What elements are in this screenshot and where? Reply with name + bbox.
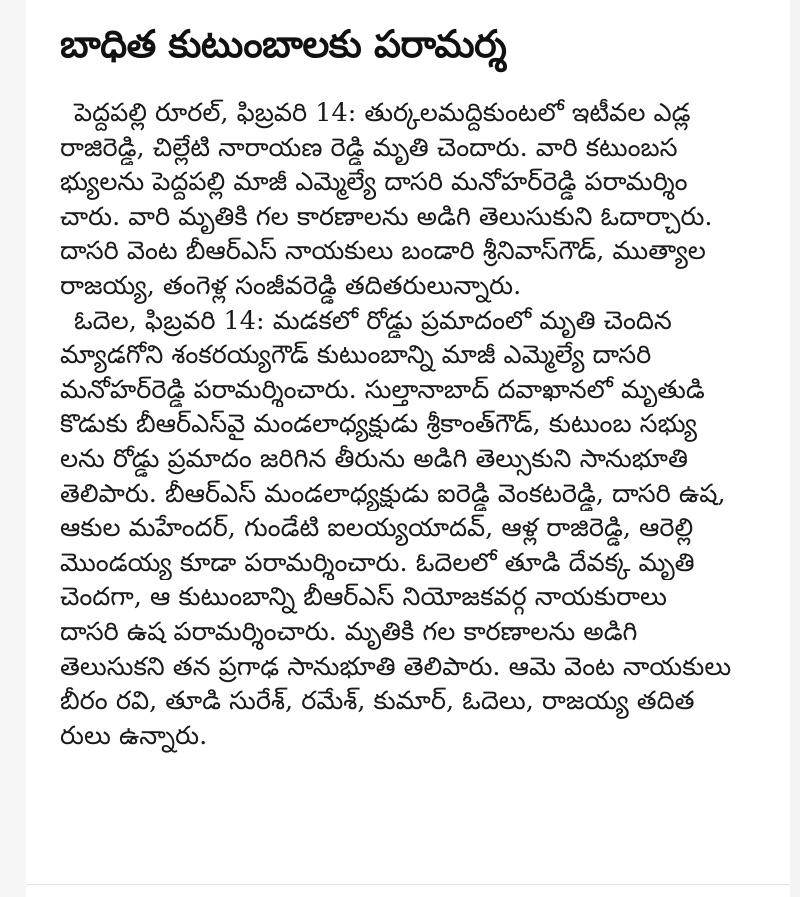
paragraph-1-line: రాజిరెడ్డి, చిల్లేటి నారాయణ రెడ్డి మృతి చెందారు. వారి కటుంబస [60,132,678,163]
article-body [30,96,788,753]
bottom-divider [26,884,790,885]
left-margin [0,0,26,897]
paragraph-1-line: దాసరి వెంట బీఆర్‌ఎస్‌ నాయకులు బండారి శ్రీనివాస్‌గౌడ్‌, ముత్యాల [60,236,706,267]
paragraph-2-line: దాసరి ఉష పరామర్శించారు. మృతికి గల కారణాలను అడిగి [60,616,638,647]
paragraph-2-line: రులు ఉన్నారు. [60,720,208,751]
article-headline: బాధిత కుటుంబాలకు పరామర్శ [60,22,507,66]
paragraph-2-line: కొడుకు బీఆర్‌ఎస్‌వై మండలాధ్యక్షుడు శ్రీకాంత్‌గౌడ్‌, కుటుంబ సభ్యు [60,409,697,440]
paragraph-1-line: భ్యులను పెద్దపల్లి మాజీ ఎమ్మెల్యే దాసరి మనోహర్‌రెడ్డి పరామర్శిం [60,167,688,198]
paragraph-1-line: రాజయ్య, తంగెళ్ల సంజీవరెడ్డి తదితరులున్నారు. [60,270,522,301]
paragraph-2-line: ఓదెల, ఫిబ్రవరి 14: మడకలో రోడ్డు ప్రమాదంలో మృతి చెందిన [74,305,672,336]
paragraph-2-line: బీరం రవి, తూడి సురేశ్‌, రమేశ్‌, కుమార్‌, ఓదెలు, రాజయ్య తదిత [60,686,695,717]
paragraph-2-line: లను రోడ్డు ప్రమాదం జరిగిన తీరును అడిగి తెల్సుకుని సానుభూతి [60,443,688,474]
paragraph-2-line: మ్యాడగోని శంకరయ్యగౌడ్‌ కుటుంబాన్ని మాజీ ఎమ్మెల్యే దాసరి [60,340,652,371]
paragraph-2-line: మొండయ్య కూడా పరామర్శించారు. ఓదెలలో తూడి దేవక్క మృతి [60,547,695,578]
paragraph-2-line: మనోహర్‌రెడ్డి పరామర్శించారు. సుల్తానాబాద్‌ దవాఖానలో మృతుడి [60,374,705,405]
paragraph-1-line: చారు. వారి మృతికి గల కారణాలను అడిగి తెలుసుకుని ఓదార్చారు. [60,201,713,232]
paragraph-2-line: చెందగా, ఆ కుటుంబాన్ని బీఆర్‌ఎస్‌ నియోజకవర్గ నాయకురాలు [60,582,667,613]
paragraph-2-line: ఆకుల మహేందర్‌, గుండేటి ఐలయ్యయాదవ్‌, ఆళ్ల రాజిరెడ్డి, ఆరెల్లి [60,513,694,544]
right-margin [790,0,800,897]
paragraph-2-line: తెలుసుకని తన ప్రగాఢ సానుభూతి తెలిపారు. ఆమె వెంట నాయకులు [60,651,732,682]
news-article [30,18,788,753]
paragraph-1-line: పెద్దపల్లి రూరల్‌, ఫిబ్రవరి 14: తుర్కలమద్దికుంటలో ఇటీవల ఎడ్ల [74,98,691,128]
paragraph-2-line: తెలిపారు. బీఆర్‌ఎస్‌ మండలాధ్యక్షుడు ఐరెడ్డి వెంకటరెడ్డి, దాసరి ఉష, [60,478,726,509]
